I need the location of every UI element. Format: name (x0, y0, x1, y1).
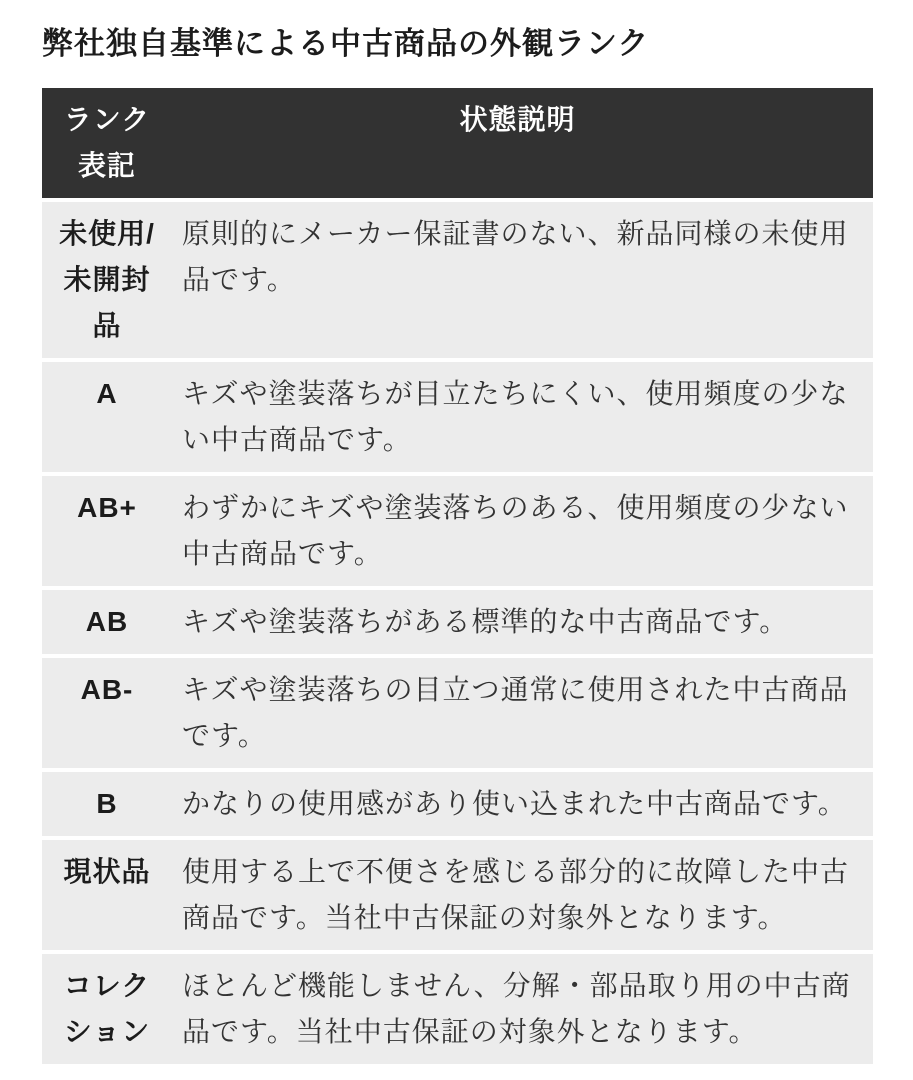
rank-cell (42, 667, 172, 713)
condition-rank-table (42, 88, 873, 1064)
table-row-b (42, 772, 873, 836)
rank-label: 現状品 (63, 856, 151, 887)
rank-label: AB- (80, 674, 134, 705)
table-header-row (42, 88, 873, 198)
rank-label: AB+ (77, 492, 137, 523)
rank-cell (42, 963, 172, 1055)
description-cell: キズや塗装落ちがある標準的な中古商品です。 (182, 606, 789, 637)
table-row-ab-minus (42, 658, 873, 768)
description-cell: わずかにキズや塗装落ちのある、使用頻度の少ない中古商品です。 (182, 492, 849, 569)
description-cell: 使用する上で不便さを感じる部分的に故障した中古商品です。当社中古保証の対象外となります。 (182, 856, 850, 933)
rank-cell (42, 371, 172, 417)
table-row-ab (42, 590, 873, 654)
rank-cell (42, 485, 172, 531)
rank-label: コレクション (63, 970, 151, 1047)
table-row-as-is (42, 840, 873, 950)
rank-cell (42, 849, 172, 895)
rank-label: B (96, 788, 118, 819)
rank-label: 未使用/未開封品 (59, 218, 155, 341)
description-cell: かなりの使用感があり使い込まれた中古商品です。 (182, 788, 847, 819)
table-row-collection (42, 954, 873, 1064)
rank-cell (42, 599, 172, 645)
description-cell: ほとんど機能しません、分解・部品取り用の中古商品です。当社中古保証の対象外となります。 (182, 970, 851, 1047)
header-description-column: 状態説明 (459, 104, 576, 135)
description-cell: 原則的にメーカー保証書のない、新品同様の未使用品です。 (182, 218, 849, 295)
rank-label: A (96, 378, 118, 409)
description-cell: キズや塗装落ちが目立たちにくい、使用頻度の少ない中古商品です。 (182, 378, 849, 455)
rank-label: AB (85, 606, 129, 637)
rank-cell (42, 211, 172, 349)
page-title: 弊社独自基準による中古商品の外観ランク (42, 26, 650, 61)
table-row-ab-plus (42, 476, 873, 586)
table-row-a (42, 362, 873, 472)
header-rank-label: ランク表記 (63, 104, 151, 181)
description-cell: キズや塗装落ちの目立つ通常に使用された中古商品です。 (182, 674, 849, 751)
header-rank-column (42, 97, 172, 189)
rank-cell (42, 781, 172, 827)
table-row-unused (42, 202, 873, 358)
